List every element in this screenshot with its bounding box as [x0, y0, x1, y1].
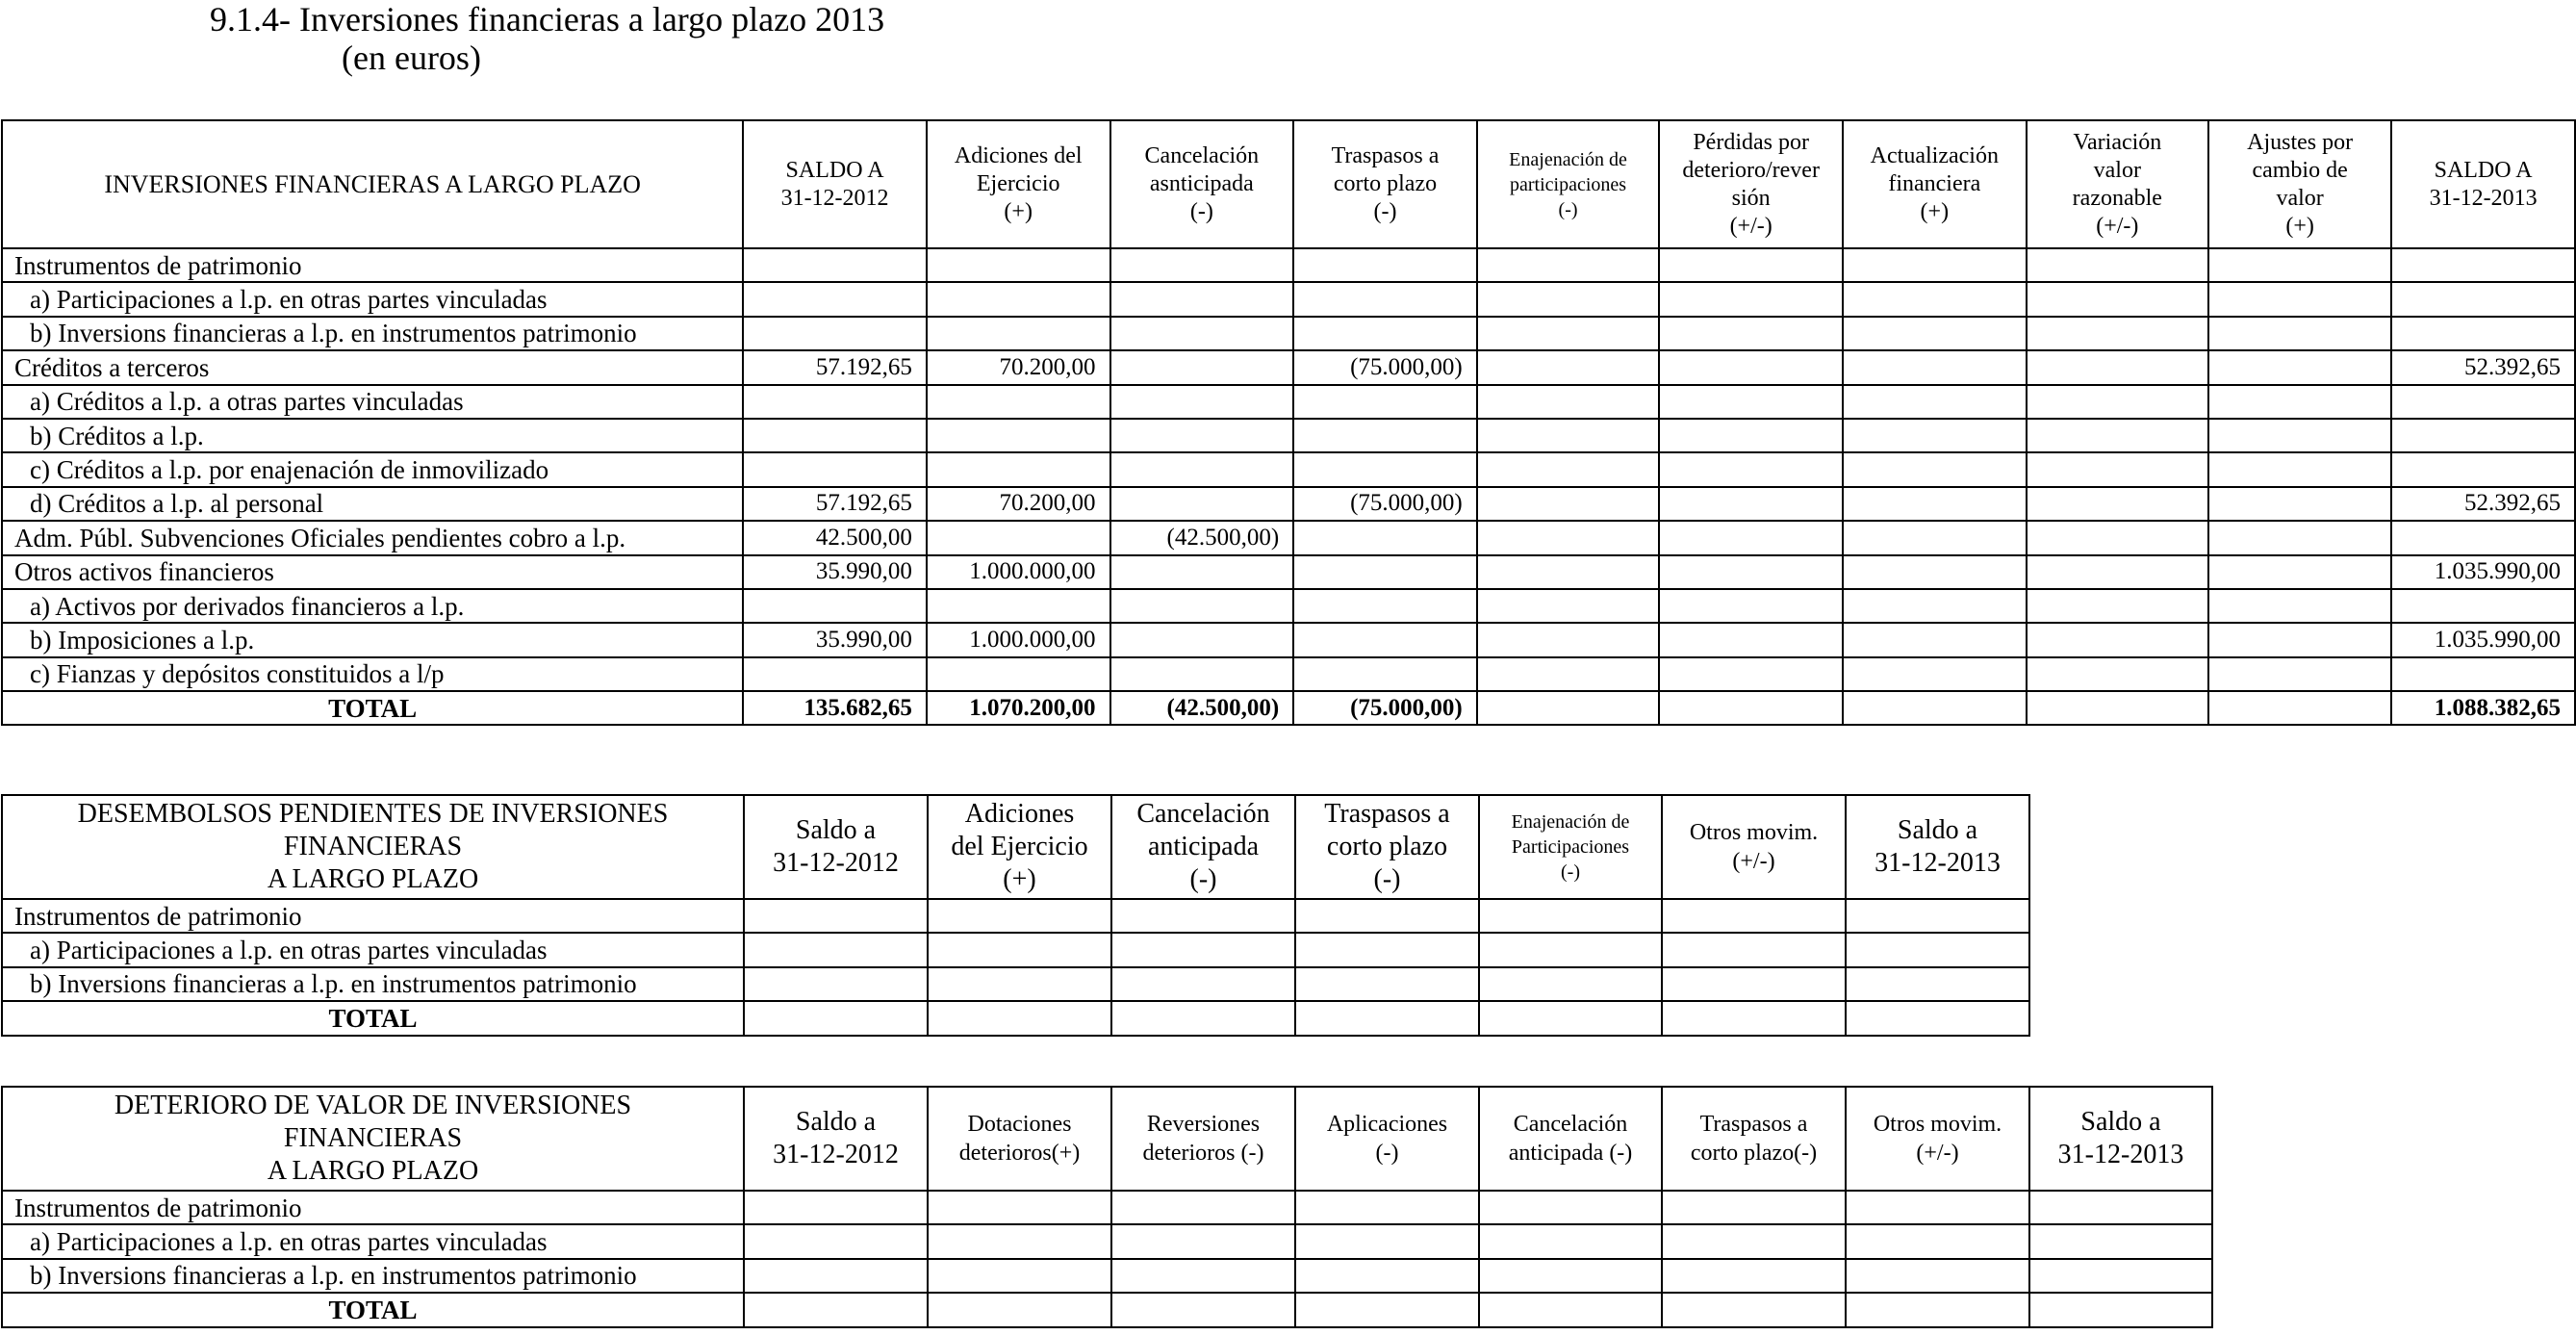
column-header: Cancelación asnticipada (-) — [1110, 120, 1294, 248]
table-cell — [2208, 555, 2391, 589]
table-cell — [2027, 350, 2208, 384]
table-cell — [1111, 1259, 1295, 1293]
table-header-row — [2, 120, 2575, 248]
table-cell — [928, 1001, 1111, 1035]
table-cell — [1843, 419, 2027, 452]
column-header: Traspasos a corto plazo(-) — [1662, 1087, 1846, 1191]
table-cell — [1111, 899, 1295, 933]
table-row — [2, 317, 2575, 350]
column-header: SALDO A 31-12-2012 — [743, 120, 927, 248]
table-cell — [1110, 282, 1294, 316]
table-cell: 1.035.990,00 — [2391, 623, 2575, 656]
table-row — [2, 385, 2575, 419]
table-cell — [1293, 248, 1477, 282]
table-cell — [1659, 385, 1843, 419]
table-row — [2, 933, 2029, 966]
table-cell — [928, 1191, 1111, 1224]
table-cell — [927, 282, 1110, 316]
table-cell: 70.200,00 — [927, 350, 1110, 384]
table-cell — [1293, 452, 1477, 486]
table-cell — [1659, 589, 1843, 623]
table-cell: 52.392,65 — [2391, 350, 2575, 384]
table-cell — [1477, 282, 1660, 316]
table-cell — [1479, 967, 1662, 1001]
table-cell — [744, 1224, 928, 1258]
table-cell — [1846, 1191, 2029, 1224]
table-cell — [1477, 521, 1660, 554]
total-row — [2, 1293, 2212, 1326]
table-cell — [1843, 521, 2027, 554]
row-label: c) Fianzas y depósitos constituidos a l/p — [2, 657, 743, 691]
table-cell — [2208, 317, 2391, 350]
table-cell: (42.500,00) — [1110, 691, 1294, 725]
table-cell — [1477, 248, 1660, 282]
table-cell — [1846, 899, 2029, 933]
table-cell: (75.000,00) — [1293, 487, 1477, 521]
column-header: Cancelación anticipada (-) — [1111, 795, 1295, 899]
table-cell — [2208, 657, 2391, 691]
table-cell — [1477, 452, 1660, 486]
table-cell — [1662, 967, 1846, 1001]
table-cell — [2029, 1224, 2212, 1258]
table-cell — [1110, 248, 1294, 282]
column-header: Traspasos a corto plazo (-) — [1295, 795, 1479, 899]
column-header: Adiciones del Ejercicio (+) — [928, 795, 1111, 899]
column-header: Aplicaciones (-) — [1295, 1087, 1479, 1191]
table-cell — [1662, 1191, 1846, 1224]
table-cell — [927, 521, 1110, 554]
table-cell — [1659, 521, 1843, 554]
table-cell — [928, 1224, 1111, 1258]
row-label-header: INVERSIONES FINANCIERAS A LARGO PLAZO — [2, 120, 743, 248]
table-cell — [1110, 623, 1294, 656]
table-cell — [1843, 487, 2027, 521]
table-cell — [1479, 1001, 1662, 1035]
table-cell — [2208, 452, 2391, 486]
table-cell — [1659, 282, 1843, 316]
column-header: Enajenación de participaciones (-) — [1477, 120, 1660, 248]
table-cell — [1662, 933, 1846, 966]
table-cell — [1477, 657, 1660, 691]
table-cell — [744, 967, 928, 1001]
table-cell — [1295, 1259, 1479, 1293]
table-cell — [1659, 487, 1843, 521]
total-row — [2, 1001, 2029, 1035]
table-cell — [1479, 1191, 1662, 1224]
table-cell — [1659, 657, 1843, 691]
table-cell — [1295, 1224, 1479, 1258]
row-label: d) Créditos a l.p. al personal — [2, 487, 743, 521]
table-row — [2, 487, 2575, 521]
table-cell — [1477, 350, 1660, 384]
table-cell — [1293, 589, 1477, 623]
column-header: Otros movim. (+/-) — [1846, 1087, 2029, 1191]
table-cell — [1843, 623, 2027, 656]
table-cell — [1293, 623, 1477, 656]
table-cell — [2027, 487, 2208, 521]
table-cell — [2208, 350, 2391, 384]
column-header: Adiciones del Ejercicio (+) — [927, 120, 1110, 248]
table-row — [2, 350, 2575, 384]
table-cell — [927, 419, 1110, 452]
table-cell — [743, 452, 927, 486]
table-cell — [2208, 385, 2391, 419]
table-cell — [1110, 419, 1294, 452]
column-header: Saldo a 31-12-2013 — [2029, 1087, 2212, 1191]
table-cell — [927, 385, 1110, 419]
row-label: Otros activos financieros — [2, 555, 743, 589]
table-cell — [2391, 657, 2575, 691]
table-cell — [2027, 521, 2208, 554]
table-cell — [1295, 1001, 1479, 1035]
table-cell — [2027, 282, 2208, 316]
column-header: Reversiones deterioros (-) — [1111, 1087, 1295, 1191]
table-cell — [2027, 452, 2208, 486]
table-cell — [1110, 452, 1294, 486]
row-label: Adm. Públ. Subvenciones Oficiales pendientes cobro a l.p. — [2, 521, 743, 554]
table-cell — [1843, 589, 2027, 623]
deterioro-table — [1, 1086, 2213, 1328]
table-cell — [1843, 657, 2027, 691]
table-row — [2, 248, 2575, 282]
table-cell — [2391, 521, 2575, 554]
table-cell — [1477, 555, 1660, 589]
table-row — [2, 967, 2029, 1001]
column-header: Actualización financiera (+) — [1843, 120, 2027, 248]
table-cell — [1111, 1224, 1295, 1258]
table-cell — [2027, 691, 2208, 725]
table-cell — [2208, 419, 2391, 452]
row-label: a) Activos por derivados financieros a l.p. — [2, 589, 743, 623]
table-cell — [2027, 623, 2208, 656]
table-cell — [927, 248, 1110, 282]
table-cell — [2208, 589, 2391, 623]
table-cell — [1293, 317, 1477, 350]
table-cell — [1295, 899, 1479, 933]
table-cell — [1843, 452, 2027, 486]
table-cell — [743, 282, 927, 316]
table-cell: 35.990,00 — [743, 623, 927, 656]
table-cell — [1293, 419, 1477, 452]
table-cell — [927, 657, 1110, 691]
table-cell — [1477, 623, 1660, 656]
table-cell: 52.392,65 — [2391, 487, 2575, 521]
table-cell — [743, 419, 927, 452]
table-cell — [928, 933, 1111, 966]
table-cell: 70.200,00 — [927, 487, 1110, 521]
desembolsos-table — [1, 794, 2030, 1037]
table-cell — [2027, 419, 2208, 452]
table-cell — [1843, 282, 2027, 316]
table-cell: 35.990,00 — [743, 555, 927, 589]
table-cell — [1111, 1191, 1295, 1224]
table-cell — [1293, 282, 1477, 316]
table-cell — [1477, 691, 1660, 725]
column-header: Otros movim. (+/-) — [1662, 795, 1846, 899]
table-cell — [1479, 1293, 1662, 1326]
table-cell — [1846, 1259, 2029, 1293]
table-cell — [1111, 933, 1295, 966]
table-cell — [744, 933, 928, 966]
table-cell — [2208, 487, 2391, 521]
row-label: a) Créditos a l.p. a otras partes vinculadas — [2, 385, 743, 419]
table-cell — [1110, 350, 1294, 384]
table-cell: 57.192,65 — [743, 350, 927, 384]
table-cell — [2391, 589, 2575, 623]
table-row — [2, 419, 2575, 452]
table-cell — [1843, 555, 2027, 589]
table-row — [2, 899, 2029, 933]
table-cell — [2391, 248, 2575, 282]
table-cell — [744, 1001, 928, 1035]
column-header: Variación valor razonable (+/-) — [2027, 120, 2208, 248]
table-cell — [1659, 623, 1843, 656]
table-row — [2, 589, 2575, 623]
column-header: Saldo a 31-12-2013 — [1846, 795, 2029, 899]
table-cell — [928, 899, 1111, 933]
table-cell: (42.500,00) — [1110, 521, 1294, 554]
row-label: b) Créditos a l.p. — [2, 419, 743, 452]
table-cell — [1110, 657, 1294, 691]
table-cell — [1295, 967, 1479, 1001]
table-cell — [743, 317, 927, 350]
table-cell — [1843, 317, 2027, 350]
row-label: TOTAL — [2, 1001, 744, 1035]
table-row — [2, 623, 2575, 656]
table-cell — [2027, 589, 2208, 623]
table-cell — [1846, 1001, 2029, 1035]
table-cell — [2208, 691, 2391, 725]
row-label: Instrumentos de patrimonio — [2, 248, 743, 282]
table-cell — [2208, 521, 2391, 554]
table-cell — [1662, 1293, 1846, 1326]
column-header: Saldo a 31-12-2012 — [744, 1087, 928, 1191]
table-cell: 1.088.382,65 — [2391, 691, 2575, 725]
column-header: Enajenación de Participaciones (-) — [1479, 795, 1662, 899]
table-cell — [1659, 691, 1843, 725]
table-cell — [1477, 487, 1660, 521]
table-cell — [2391, 452, 2575, 486]
table-cell — [2208, 282, 2391, 316]
table-cell — [1843, 350, 2027, 384]
table-row — [2, 1259, 2212, 1293]
table-cell — [2027, 248, 2208, 282]
table-cell — [1662, 899, 1846, 933]
inversiones-table — [1, 119, 2576, 726]
table-cell: (75.000,00) — [1293, 691, 1477, 725]
table-cell: 1.000.000,00 — [927, 623, 1110, 656]
table-cell — [2027, 385, 2208, 419]
table-cell — [743, 657, 927, 691]
table-cell — [1111, 1293, 1295, 1326]
table-cell: (75.000,00) — [1293, 350, 1477, 384]
table-cell — [1293, 555, 1477, 589]
table-cell — [1846, 967, 2029, 1001]
row-label: TOTAL — [2, 1293, 744, 1326]
table-row — [2, 521, 2575, 554]
table-cell — [744, 899, 928, 933]
row-label: b) Inversions financieras a l.p. en instrumentos patrimonio — [2, 317, 743, 350]
row-label: Créditos a terceros — [2, 350, 743, 384]
row-label: Instrumentos de patrimonio — [2, 899, 744, 933]
row-label: b) Inversions financieras a l.p. en instrumentos patrimonio — [2, 967, 744, 1001]
table-cell: 1.000.000,00 — [927, 555, 1110, 589]
table-cell — [1295, 933, 1479, 966]
table-cell — [1659, 555, 1843, 589]
column-header: Pérdidas por deterioro/rever sión (+/-) — [1659, 120, 1843, 248]
table-row — [2, 657, 2575, 691]
row-label: a) Participaciones a l.p. en otras partes vinculadas — [2, 933, 744, 966]
table-cell — [2027, 657, 2208, 691]
table-header-row — [2, 795, 2029, 899]
table-cell — [1110, 487, 1294, 521]
table-cell — [744, 1293, 928, 1326]
table-cell — [743, 385, 927, 419]
table-cell — [1846, 1293, 2029, 1326]
table-cell — [744, 1259, 928, 1293]
table-cell — [2027, 555, 2208, 589]
table-cell — [927, 452, 1110, 486]
table-cell — [744, 1191, 928, 1224]
page-subtitle: (en euros) — [342, 39, 481, 77]
table-header-row — [2, 1087, 2212, 1191]
table-cell — [2029, 1293, 2212, 1326]
table-row — [2, 555, 2575, 589]
table-cell — [1477, 589, 1660, 623]
row-label: c) Créditos a l.p. por enajenación de inmovilizado — [2, 452, 743, 486]
table-cell — [1662, 1259, 1846, 1293]
row-label: TOTAL — [2, 691, 743, 725]
page-title: 9.1.4- Inversiones financieras a largo plazo 2013 — [210, 0, 885, 39]
table-cell: 57.192,65 — [743, 487, 927, 521]
table-row — [2, 1191, 2212, 1224]
table-cell — [928, 1293, 1111, 1326]
table-cell — [1295, 1293, 1479, 1326]
table-cell — [2391, 385, 2575, 419]
table-cell — [2208, 248, 2391, 282]
table-row — [2, 452, 2575, 486]
table-cell — [928, 1259, 1111, 1293]
table-cell — [2029, 1191, 2212, 1224]
table-cell — [1843, 385, 2027, 419]
table-cell — [1479, 933, 1662, 966]
row-label: a) Participaciones a l.p. en otras partes vinculadas — [2, 282, 743, 316]
column-header: Cancelación anticipada (-) — [1479, 1087, 1662, 1191]
table-cell — [1110, 555, 1294, 589]
table-cell — [1846, 933, 2029, 966]
table-cell — [1479, 899, 1662, 933]
column-header: Saldo a 31-12-2012 — [744, 795, 928, 899]
table-cell — [1479, 1259, 1662, 1293]
table-row — [2, 1224, 2212, 1258]
table-cell: 135.682,65 — [743, 691, 927, 725]
table-cell — [1293, 385, 1477, 419]
table-cell — [743, 589, 927, 623]
table-cell — [2391, 419, 2575, 452]
table-cell — [2029, 1259, 2212, 1293]
column-header: Ajustes por cambio de valor (+) — [2208, 120, 2391, 248]
table-cell — [927, 589, 1110, 623]
table-cell — [1659, 452, 1843, 486]
table-cell: 1.035.990,00 — [2391, 555, 2575, 589]
table-cell — [2391, 282, 2575, 316]
table-cell — [927, 317, 1110, 350]
table-cell — [1662, 1001, 1846, 1035]
total-row — [2, 691, 2575, 725]
table-cell — [1293, 657, 1477, 691]
table-cell — [743, 248, 927, 282]
table-cell — [1110, 317, 1294, 350]
column-header: Traspasos a corto plazo (-) — [1293, 120, 1477, 248]
row-label: b) Inversions financieras a l.p. en instrumentos patrimonio — [2, 1259, 744, 1293]
row-label-header: DETERIORO DE VALOR DE INVERSIONES FINANCIERAS A LARGO PLAZO — [2, 1087, 744, 1191]
table-cell — [1659, 419, 1843, 452]
table-cell — [1293, 521, 1477, 554]
row-label: a) Participaciones a l.p. en otras partes vinculadas — [2, 1224, 744, 1258]
row-label: b) Imposiciones a l.p. — [2, 623, 743, 656]
table-cell — [1477, 419, 1660, 452]
column-header: SALDO A 31-12-2013 — [2391, 120, 2575, 248]
table-row — [2, 282, 2575, 316]
table-cell — [1477, 385, 1660, 419]
table-cell — [1295, 1191, 1479, 1224]
table-cell — [928, 967, 1111, 1001]
table-cell — [1659, 248, 1843, 282]
column-header: Dotaciones deterioros(+) — [928, 1087, 1111, 1191]
table-cell — [2027, 317, 2208, 350]
table-cell — [1843, 248, 2027, 282]
table-cell — [1659, 350, 1843, 384]
table-cell: 42.500,00 — [743, 521, 927, 554]
table-cell — [2391, 317, 2575, 350]
table-cell — [2208, 623, 2391, 656]
table-cell — [1843, 691, 2027, 725]
table-cell — [1659, 317, 1843, 350]
table-cell — [1110, 385, 1294, 419]
row-label: Instrumentos de patrimonio — [2, 1191, 744, 1224]
table-cell: 1.070.200,00 — [927, 691, 1110, 725]
table-cell — [1111, 1001, 1295, 1035]
table-cell — [1110, 589, 1294, 623]
table-cell — [1479, 1224, 1662, 1258]
table-cell — [1477, 317, 1660, 350]
table-cell — [1662, 1224, 1846, 1258]
table-cell — [1111, 967, 1295, 1001]
table-cell — [1846, 1224, 2029, 1258]
row-label-header: DESEMBOLSOS PENDIENTES DE INVERSIONES FINANCIERAS A LARGO PLAZO — [2, 795, 744, 899]
